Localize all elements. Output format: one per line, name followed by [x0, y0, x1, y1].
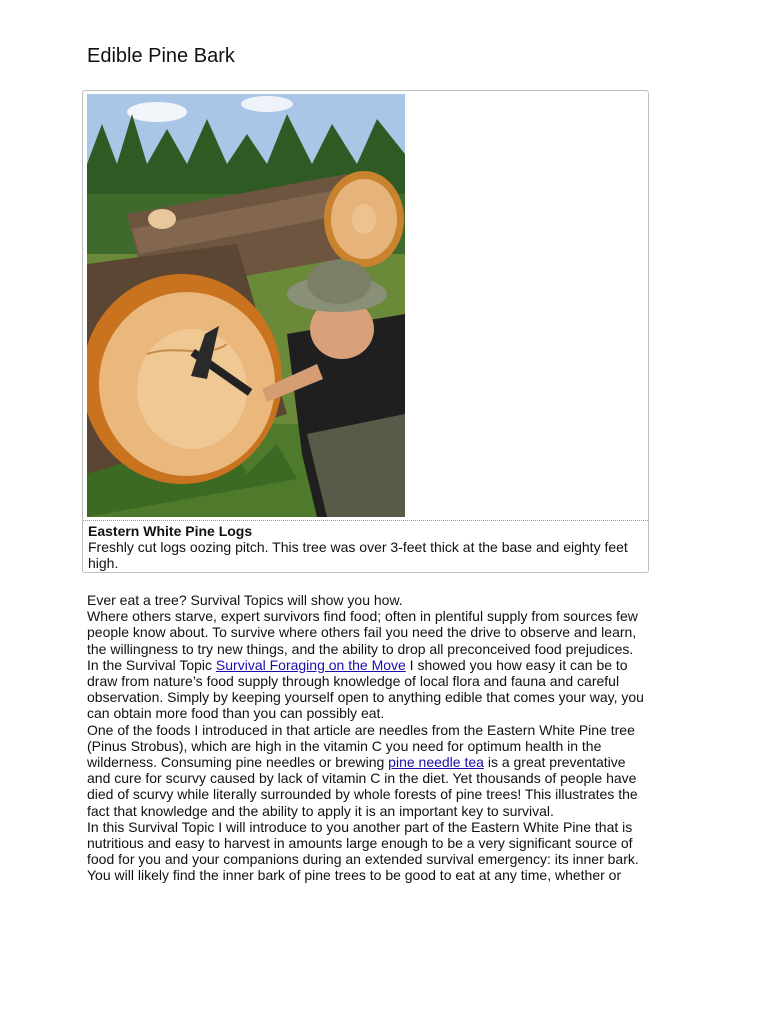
caption-text: Freshly cut logs oozing pitch. This tree was over 3-feet thick at the base and eighty feet high. — [88, 539, 628, 571]
paragraph — [87, 657, 652, 722]
paragraph: Where others starve, expert survivors find food; often in plentiful supply from sources few people know about. To survive where others fail you need the drive to observe and learn, the willingness to try new things, and the ability to drop all preconceived food prejudices. — [87, 608, 638, 657]
paragraph-text: In the Survival Topic — [87, 656, 216, 673]
paragraph-text: I showed you how easy it can be to draw from nature’s food supply through knowledge of local flora and fauna and careful observation. Simply by keeping yourself open to anything edible that comes your way, you can obtain more food than you can possibly eat. — [87, 656, 644, 722]
article-body — [87, 592, 652, 884]
figure-box — [82, 90, 649, 573]
caption-title: Eastern White Pine Logs — [88, 523, 253, 539]
paragraph: You will likely find the inner bark of pine trees to be good to eat at any time, whether or — [87, 867, 622, 884]
paragraph — [87, 722, 652, 819]
paragraph: In this Survival Topic I will introduce to you another part of the Eastern White Pine that is nutritious and easy to harvest in amounts large enough to be a very significant source of food for you and your companions during an extended survival emergency: its inner bark. — [87, 818, 639, 868]
pine-logs-photo — [87, 94, 405, 517]
paragraph-text: One of the foods I introduced in that article are needles from the Eastern White Pine tree (Pinus Strobus), which are high in the vitamin C you need for optimum health in the wilderness. Consuming pine needles or brewing — [87, 721, 635, 771]
survival-foraging-link[interactable]: Survival Foraging on the Move — [215, 656, 406, 673]
pine-needle-tea-link[interactable]: pine needle tea — [388, 754, 484, 771]
paragraph-text: is a great preventative and cure for scurvy caused by lack of vitamin C in the diet. Yet thousands of people have died of scurvy while literally surrounded by whole forests of pine trees! This illustrates the fact that knowledge and the ability to apply it is an important key to survival. — [87, 754, 638, 819]
page-title: Edible Pine Bark — [87, 45, 235, 67]
figure-caption — [88, 523, 643, 571]
caption-divider — [83, 520, 648, 521]
paragraph: Ever eat a tree? Survival Topics will show you how. — [87, 592, 403, 608]
